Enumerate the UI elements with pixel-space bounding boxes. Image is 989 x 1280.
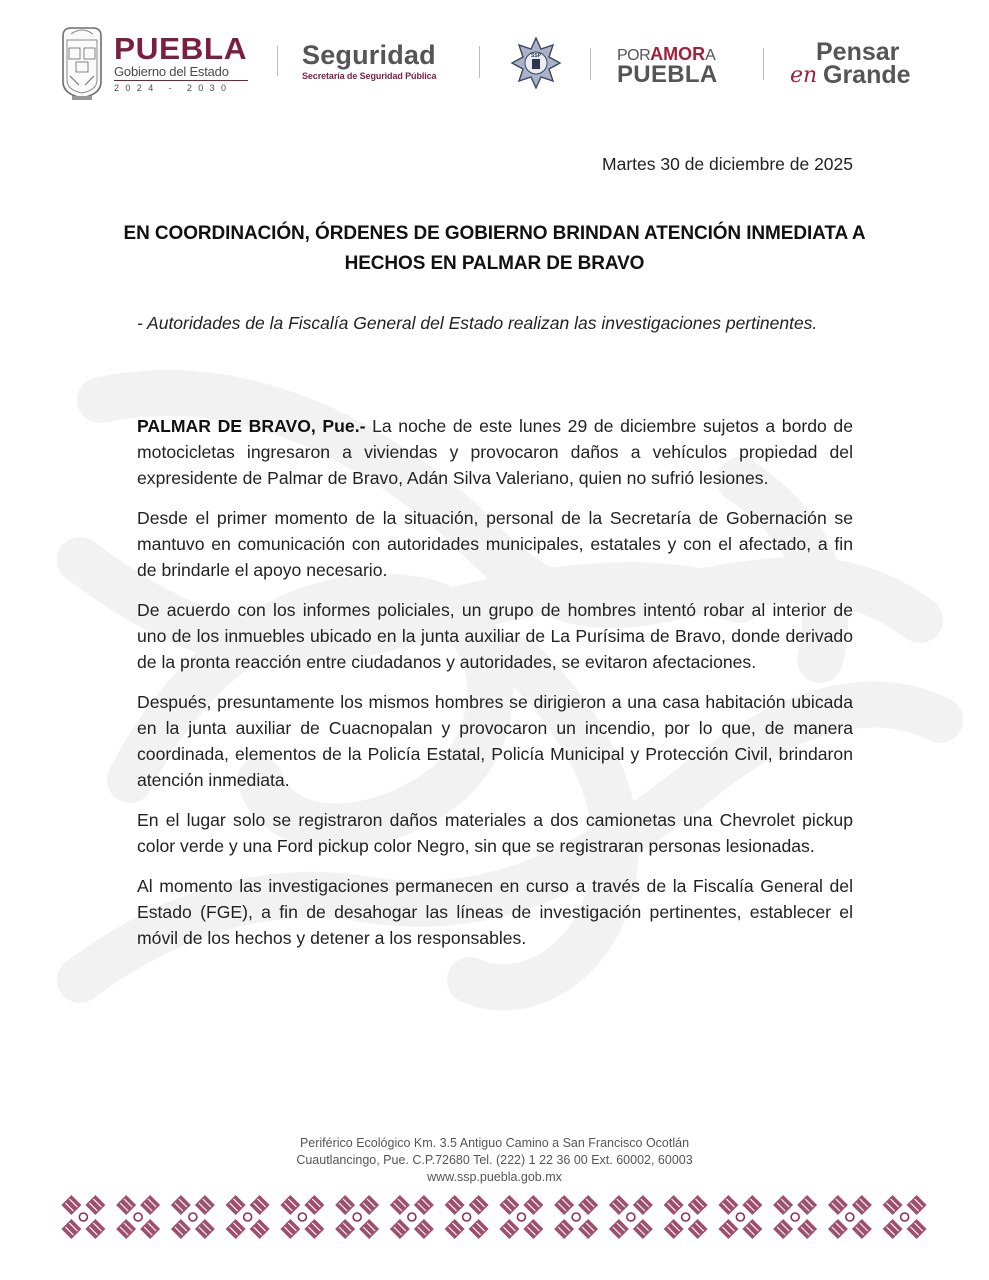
body-paragraph: Desde el primer momento de la situación, personal de la Secretaría de Gobernación se mantuvo en comunicación con autoridades municipales, estatales y con el afectado, a fin de brindarle el apoyo necesario. bbox=[137, 508, 853, 580]
state-coat-of-arms-icon bbox=[57, 22, 107, 102]
body-paragraph: En el lugar solo se registraron daños materiales a dos camionetas una Chevrolet pickup color verde y una Ford pickup color Negro, sin que se registraran personas lesionadas. bbox=[137, 810, 853, 856]
por-amor-logo-amor: AMOR bbox=[650, 44, 706, 64]
police-star-badge-icon bbox=[510, 37, 562, 89]
body-paragraph: Después, presuntamente los mismos hombres se dirigieron a una casa habitación ubicada en la junta auxiliar de Cuacnopalan y provocaron un incendio, por lo que, de manera coordinada, elementos de la Policía Estatal, Policía Municipal y Protección Civil, brindaron atención inmediata. bbox=[137, 692, 853, 790]
body-paragraph: De acuerdo con los informes policiales, un grupo de hombres intentó robar al interior de uno de los inmuebles ubicado en la junta auxiliar de La Purísima de Bravo, donde derivado de la pronta reacción entre ciudadanos y autoridades, se evitaron afectaciones. bbox=[137, 600, 853, 672]
address-line-2: Cuautlancingo, Pue. C.P.72680 Tel. (222) 1 22 36 00 Ext. 60002, 60003 bbox=[296, 1153, 693, 1167]
pattern-motif bbox=[226, 1195, 270, 1239]
por-amor-logo-puebla: PUEBLA bbox=[617, 61, 718, 88]
logo-divider bbox=[763, 48, 764, 80]
logo-divider bbox=[590, 48, 591, 80]
footer-decorative-pattern bbox=[56, 1190, 932, 1244]
pensar-en-grande-logo bbox=[790, 40, 940, 92]
pattern-motif bbox=[280, 1195, 324, 1239]
pattern-motif bbox=[828, 1195, 872, 1239]
document-title: EN COORDINACIÓN, ÓRDENES DE GOBIERNO BRINDAN ATENCIÓN INMEDIATA A HECHOS EN PALMAR DE BRAVO bbox=[123, 223, 866, 274]
pattern-motif bbox=[718, 1195, 762, 1239]
pattern-motif bbox=[554, 1195, 598, 1239]
seguridad-logo-name: Seguridad bbox=[302, 40, 436, 70]
header-logos bbox=[0, 0, 989, 120]
pattern-motif bbox=[390, 1195, 434, 1239]
paragraph-text: La noche de este lunes 29 de diciembre sujetos a bordo de motocicletas ingresaron a viviendas y provocaron daños a vehículos propiedad del expresidente de Palmar de Bravo, Adán Silva Valeriano, quien no sufrió lesiones. bbox=[137, 416, 853, 488]
badge-text: SSP bbox=[530, 53, 542, 59]
por-amor-logo-por: POR bbox=[617, 47, 651, 64]
pattern-motif bbox=[609, 1195, 653, 1239]
footer-address bbox=[250, 1135, 739, 1186]
logo-divider bbox=[277, 46, 278, 76]
puebla-logo-subtitle: Gobierno del Estado bbox=[114, 64, 248, 81]
por-amor-a-puebla-logo bbox=[617, 46, 737, 86]
seguridad-logo bbox=[302, 40, 462, 82]
pattern-motif bbox=[171, 1195, 215, 1239]
document-body bbox=[137, 413, 853, 965]
pensar-logo-grande: Grande bbox=[823, 61, 911, 89]
footer-website-link[interactable]: www.ssp.puebla.gob.mx bbox=[427, 1170, 562, 1184]
body-paragraph: Al momento las investigaciones permanecen en curso a través de la Fiscalía General del Estado (FGE), a fin de desahogar las líneas de investigación pertinentes, establecer el móvil de los hechos y detener a los responsables. bbox=[137, 876, 853, 948]
pattern-motif bbox=[116, 1195, 160, 1239]
document-subtitle: - Autoridades de la Fiscalía General del Estado realizan las investigaciones pertinentes. bbox=[137, 313, 818, 333]
body-paragraph bbox=[137, 413, 853, 491]
address-line-1: Periférico Ecológico Km. 3.5 Antiguo Camino a San Francisco Ocotlán bbox=[299, 1136, 690, 1150]
pattern-motif bbox=[883, 1195, 927, 1239]
logo-divider bbox=[479, 46, 480, 78]
por-amor-logo-a: A bbox=[705, 47, 716, 64]
dateline: PALMAR DE BRAVO, Pue.- bbox=[137, 416, 366, 436]
pattern-motif bbox=[664, 1195, 708, 1239]
pensar-logo-en: en bbox=[790, 63, 818, 88]
puebla-logo-years: 2024 - 2030 bbox=[114, 83, 233, 93]
seguridad-logo-subtitle: Secretaría de Seguridad Pública bbox=[302, 71, 437, 81]
document-date: Martes 30 de diciembre de 2025 bbox=[602, 154, 853, 174]
puebla-logo-name: PUEBLA bbox=[114, 31, 248, 66]
pattern-motif bbox=[773, 1195, 817, 1239]
pattern-motif bbox=[445, 1195, 489, 1239]
pensar-logo-pensar: Pensar bbox=[816, 38, 900, 66]
puebla-gobierno-logo bbox=[114, 31, 254, 95]
pattern-motif bbox=[61, 1195, 105, 1239]
pattern-motif bbox=[335, 1195, 379, 1239]
pattern-motif bbox=[499, 1195, 543, 1239]
